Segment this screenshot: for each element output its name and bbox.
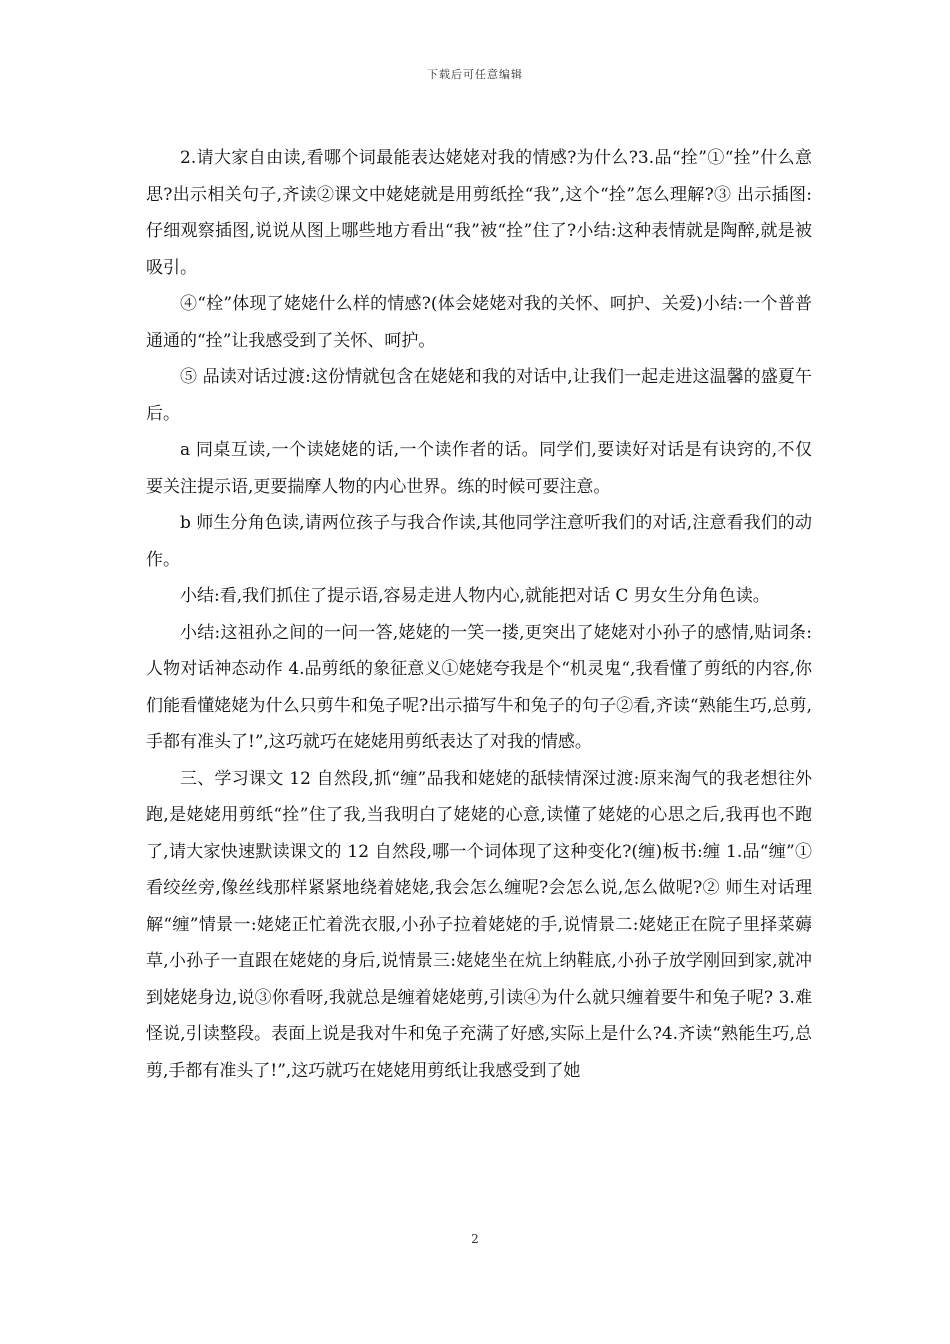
paragraph: ④“栓”体现了姥姥什么样的情感?(体会姥姥对我的关怀、呵护、关爱)小结:一个普普通通的“拴”让我感受到了关怀、呵护。 [146,294,812,351]
body-text [146,140,812,1089]
page-number: 2 [471,1232,479,1246]
paragraph: 2.请大家自由读,看哪个词最能表达姥姥对我的情感?为什么?3.品“拴”①“拴”什么意思?出示相关句子,齐读②课文中姥姥就是用剪纸拴“我”,这个“拴”怎么理解?③ 出示插图:仔细观察插图,说说从图上哪些地方看出“我”被“拴”住了?小结:这种表情就是陶醉,就是被吸引。 [146,148,812,278]
paragraph: 三、学习课文 12 自然段,抓“缠”品我和姥姥的舐犊情深过渡:原来淘气的我老想往外跑,是姥姥用剪纸“拴”住了我,当我明白了姥姥的心意,读懂了姥姥的心思之后,我再也不跑了,请大家快速默读课文的 12 自然段,哪一个词体现了这种变化?(缠)板书:缠 1.品“缠”①看绞丝旁,像丝线那样紧紧地绕着姥姥,我会怎么缠呢?会怎么说,怎么做呢?② 师生对话理解“缠”情景一:姥姥正忙着洗衣服,小孙子拉着姥姥的手,说情景二:姥姥正在院子里择菜薅草,小孙子一直跟在姥姥的身后,说情景三:姥姥坐在炕上纳鞋底,小孙子放学刚回到家,就冲到姥姥身边,说③你看呀,我就总是缠着姥姥剪,引读④为什么就只缠着要牛和兔子呢? 3.难怪说,引读整段。表面上说是我对牛和兔子充满了好感,实际上是什么?4.齐读“熟能生巧,总剪,手都有准头了!”,这巧就巧在姥姥用剪纸让我感受到了她 [146,768,812,1081]
paragraph: ⑤ 品读对话过渡:这份情就包含在姥姥和我的对话中,让我们一起走进这温馨的盛夏午后。 [146,367,812,424]
paragraph: b 师生分角色读,请两位孩子与我合作读,其他同学注意听我们的对话,注意看我们的动作。 [146,513,812,570]
paragraph: 小结:看,我们抓住了提示语,容易走进人物内心,就能把对话 C 男女生分角色读。 [180,586,770,606]
paragraph: 小结:这祖孙之间的一问一答,姥姥的一笑一搂,更突出了姥姥对小孙子的感情,贴词条:人物对话神态动作 4.品剪纸的象征意义①姥姥夸我是个“机灵鬼“,我看懂了剪纸的内容,你们能看懂姥姥为什么只剪牛和兔子呢?出示描写牛和兔子的句子②看,齐读“熟能生巧,总剪,手都有准头了!”,这巧就巧在姥姥用剪纸表达了对我的情感。 [146,622,812,752]
paragraph: a 同桌互读,一个读姥姥的话,一个读作者的话。同学们,要读好对话是有诀窍的,不仅要关注提示语,更要揣摩人物的内心世界。练的时候可要注意。 [146,440,812,497]
page-header: 下载后可任意编辑 [427,68,523,81]
